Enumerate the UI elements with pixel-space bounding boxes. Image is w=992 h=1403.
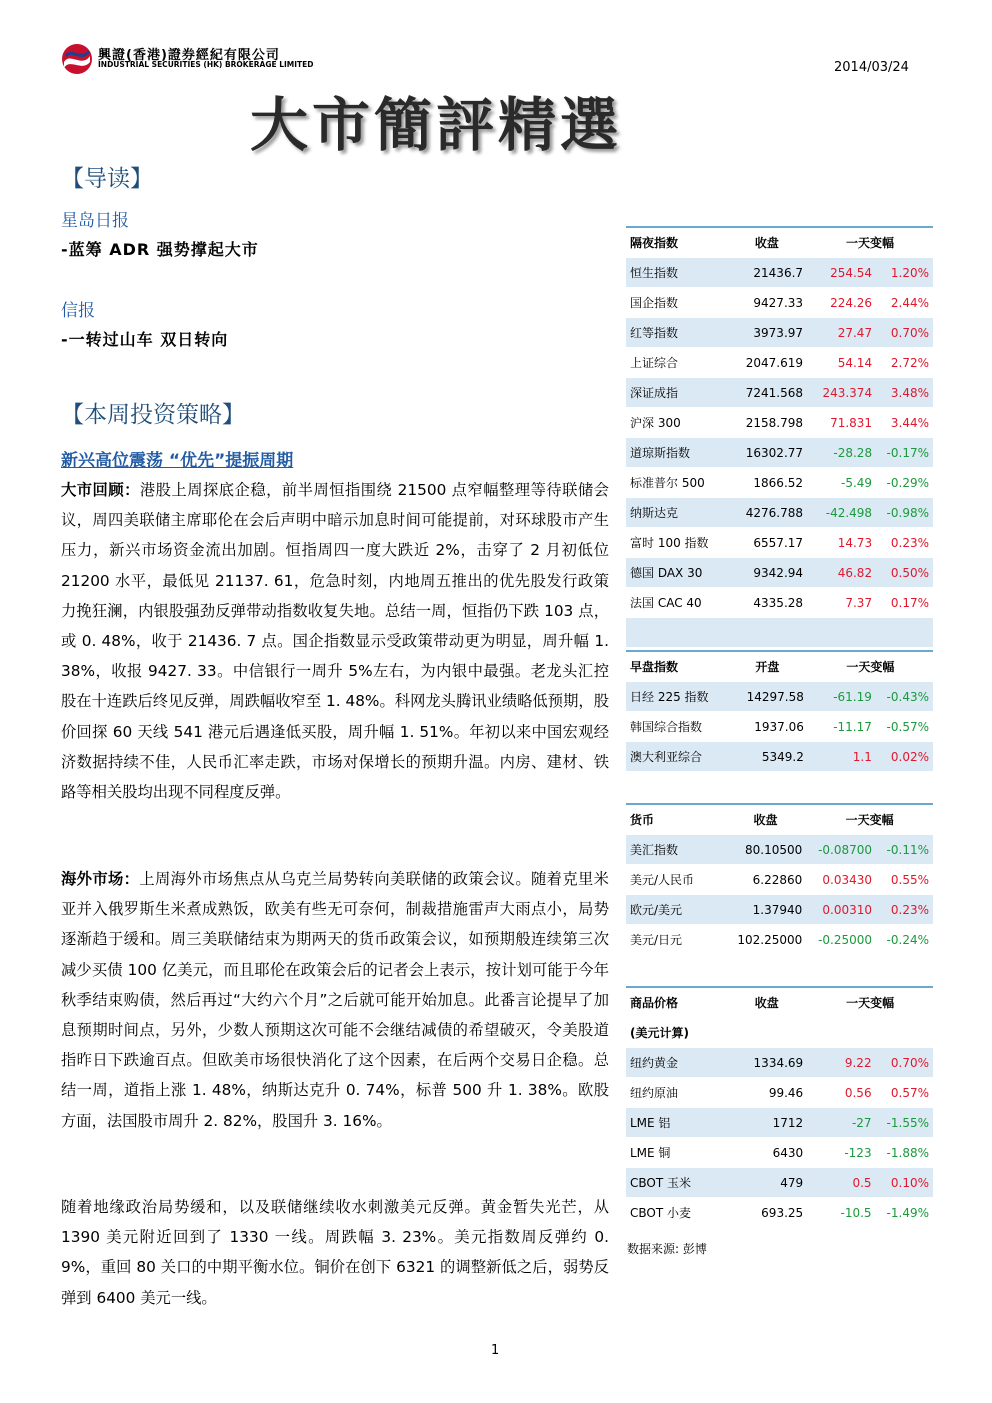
table-row xyxy=(626,558,933,588)
row-change-pct: 0.70% xyxy=(876,318,933,348)
company-logo xyxy=(60,42,94,76)
row-change: -10.5 xyxy=(840,1205,872,1220)
row-change-pct: 3.44% xyxy=(890,415,929,430)
row-change: 243.374 xyxy=(807,378,876,408)
page-title: 大市簡評精選 xyxy=(250,91,623,159)
row-change: 9.22 xyxy=(807,1048,875,1078)
row-close: 4276.788 xyxy=(727,498,807,528)
paragraph-commodities xyxy=(61,1192,609,1313)
row-change: 0.00310 xyxy=(806,895,876,925)
guide-headline-1: -蓝筹 ADR 强势撑起大市 xyxy=(61,240,259,259)
table-header-row xyxy=(626,804,933,835)
row-close: 9342.94 xyxy=(727,558,807,588)
row-change: -27 xyxy=(807,1108,875,1138)
table-subheader-row xyxy=(626,1018,933,1048)
table-row xyxy=(626,835,933,865)
table-row xyxy=(626,258,933,288)
paragraph-lead: 大市回顾： xyxy=(61,481,140,499)
table-row xyxy=(626,528,933,558)
row-name: 欧元/美元 xyxy=(626,895,725,925)
col-header-name: 早盘指数 xyxy=(630,660,679,674)
row-change-pct: -0.29% xyxy=(886,475,929,490)
row-name: 澳大利亚综合 xyxy=(626,742,727,772)
table-row xyxy=(626,348,933,378)
table-row xyxy=(626,1168,933,1198)
table-row xyxy=(626,895,933,925)
table-row xyxy=(626,1048,933,1078)
table-header-row xyxy=(626,987,933,1018)
row-change-pct: -1.49% xyxy=(886,1205,929,1220)
row-name: 红等指数 xyxy=(626,318,727,348)
report-date: 2014/03/24 xyxy=(834,60,909,75)
row-name: 法国 CAC 40 xyxy=(630,596,702,610)
row-close: 1712 xyxy=(726,1108,807,1138)
row-name: LME 铝 xyxy=(626,1108,726,1138)
row-change-pct: -1.88% xyxy=(886,1145,929,1160)
row-change: -5.49 xyxy=(841,475,873,490)
row-close: 2047.619 xyxy=(745,355,804,370)
row-name: 国企指数 xyxy=(630,296,679,310)
row-change-pct: 0.50% xyxy=(876,558,933,588)
row-name: 深证成指 xyxy=(626,378,727,408)
paragraph-market-review xyxy=(61,475,609,807)
row-name: 美元/日元 xyxy=(630,933,683,947)
morning-index-table xyxy=(626,650,933,772)
row-name: 恒生指数 xyxy=(626,258,727,288)
row-change: -0.25000 xyxy=(818,932,873,947)
row-close: 102.25000 xyxy=(737,932,803,947)
paragraph-text: 港股上周探底企稳，前半周恒指围绕 21500 点窄幅整理等待联储会议，周四美联储主席耶伦在会后声明中暗示加息时间可能提前，对环球股市产生压力，新兴市场资金流出加剧。恒指周四一度大跌近 2%，击穿了 2 月初低位 21200 水平，最低见 21137. 61，危急时刻，内地周五推出的优先股发行政策力挽狂澜，内银股强劲反弹带动指数收复失地。总结一周，恒指仍下跌 103 点，或 0. 48%，收于 21436. 7 点。国企指数显示受政策带动更为明显，周升幅 1. 38%，收报 9427. 33。中信银行一周升 5%左右，为内银中最强。老龙头汇控股在十连跌后终见反弹，周跌幅收窄至 1. 48%。科网龙头腾讯业绩略低预期，股价回探 60 天线 541 港元后遇逢低买股，周升幅 1. 51%。年初以来中国宏观经济数据持续不佳，人民币汇率走跌，市场对保增长的预期升温。内房、建材、铁路等相关股均出现不同程度反弹。 xyxy=(61,481,609,802)
paragraph-text: 上周海外市场焦点从乌克兰局势转向美联储的政策会议。随着克里米亚并入俄罗斯生米煮成熟饭，欧美有些无可奈何，制裁措施雷声大雨点小，局势逐渐趋于缓和。周三美联储结束为期两天的货币政策会议，如预期般连续第三次减少买债 100 亿美元，而且耶伦在政策会后的记者会上表示，按计划可能于今年秋季结束购债，然后再过“大约六个月”之后就可能开始加息。此番言论提早了加息预期时间点，另外，少数人预期这次可能不会继结减债的希望破灭，令美股道指昨日下跌逾百点。但欧美市场很快消化了这个因素，在后两个交易日企稳。总结一周，道指上涨 1. 48%，纳斯达克升 0. 74%，标普 500 升 1. 38%。欧股方面，法国股市周升 2. 82%，股国升 3. 16%。 xyxy=(61,870,609,1130)
row-change-pct: 1.20% xyxy=(876,258,933,288)
row-name: 纳斯达克 xyxy=(626,498,727,528)
row-close: 1.37940 xyxy=(725,895,807,925)
table-row xyxy=(626,468,933,498)
col-header-close: 收盘 xyxy=(754,996,779,1010)
row-name: 纽约黄金 xyxy=(626,1048,726,1078)
row-change-pct: 0.17% xyxy=(890,595,929,610)
row-name: 美元/人民币 xyxy=(630,873,695,887)
col-header-change: 一天变幅 xyxy=(846,996,895,1010)
table-row xyxy=(626,1108,933,1138)
company-name-cn: 興證(香港)證券經紀有限公司 xyxy=(98,48,280,63)
row-name: LME 铜 xyxy=(630,1146,671,1160)
table-row xyxy=(626,318,933,348)
table-spacer-row xyxy=(626,618,933,648)
row-close: 9427.33 xyxy=(753,295,804,310)
col-header-change: 一天变幅 xyxy=(846,236,895,250)
guide-source-2: 信报 xyxy=(61,301,95,321)
row-change-pct: 2.44% xyxy=(890,295,929,310)
table-row xyxy=(626,408,933,438)
row-close: 693.25 xyxy=(761,1205,804,1220)
row-change: 46.82 xyxy=(807,558,876,588)
row-change-pct: 0.10% xyxy=(876,1168,933,1198)
data-source-note: 数据来源: 彭博 xyxy=(627,1242,707,1256)
table-header-row xyxy=(626,651,933,682)
row-change: -123 xyxy=(844,1145,872,1160)
row-close: 1937.06 xyxy=(754,719,804,734)
row-change: 27.47 xyxy=(807,318,876,348)
row-close: 7241.568 xyxy=(727,378,807,408)
row-name: CBOT 小麦 xyxy=(630,1206,691,1220)
col-header-change: 一天变幅 xyxy=(846,660,895,674)
table-row xyxy=(626,378,933,408)
page-number: 1 xyxy=(491,1343,500,1358)
row-change-pct: 0.23% xyxy=(876,895,933,925)
row-name: 纽约原油 xyxy=(630,1086,679,1100)
row-close: 3973.97 xyxy=(727,318,807,348)
row-change-pct: 0.70% xyxy=(876,1048,933,1078)
row-change-pct: 0.55% xyxy=(890,872,929,887)
row-change: 0.56 xyxy=(844,1085,872,1100)
table-row xyxy=(626,712,933,742)
table-row xyxy=(626,742,933,772)
row-close: 1866.52 xyxy=(753,475,804,490)
col-header-name: 货币 xyxy=(630,813,655,827)
table-row xyxy=(626,288,933,318)
row-close: 21436.7 xyxy=(727,258,807,288)
table-row xyxy=(626,588,933,618)
row-change: 71.831 xyxy=(830,415,873,430)
row-change-pct: 2.72% xyxy=(890,355,929,370)
row-close: 5349.2 xyxy=(727,742,808,772)
company-name-en: INDUSTRIAL SECURITIES (HK) BROKERAGE LIMITED xyxy=(98,60,314,69)
row-change: 7.37 xyxy=(845,595,873,610)
row-change: 1.1 xyxy=(808,742,876,772)
row-close: 6430 xyxy=(772,1145,804,1160)
table-row xyxy=(626,865,933,895)
row-close: 2158.798 xyxy=(745,415,804,430)
row-name: 富时 100 指数 xyxy=(630,536,709,550)
row-close: 16302.77 xyxy=(727,438,807,468)
row-name: 韩国综合指数 xyxy=(630,720,703,734)
col-header-close: 收盘 xyxy=(754,236,779,250)
row-close: 4335.28 xyxy=(753,595,804,610)
row-change-pct: 0.23% xyxy=(890,535,929,550)
row-name: 日经 225 指数 xyxy=(626,682,727,712)
row-close: 479 xyxy=(726,1168,807,1198)
commodity-table xyxy=(626,986,933,1228)
overnight-index-table xyxy=(626,226,933,648)
col-subheader-unit: (美元计算) xyxy=(630,1026,689,1040)
table-row xyxy=(626,498,933,528)
row-change-pct: 0.02% xyxy=(876,742,933,772)
row-close: 14297.58 xyxy=(727,682,808,712)
paragraph-overseas xyxy=(61,864,609,1136)
table-row xyxy=(626,438,933,468)
col-header-close: 收盘 xyxy=(753,813,778,827)
table-header-row xyxy=(626,227,933,258)
row-change: -42.498 xyxy=(807,498,876,528)
row-close: 1334.69 xyxy=(726,1048,807,1078)
guide-source-1: 星岛日报 xyxy=(61,211,129,231)
row-change: -28.28 xyxy=(807,438,876,468)
row-name: 标准普尔 500 xyxy=(630,476,705,490)
table-row xyxy=(626,925,933,955)
col-header-name: 商品价格 xyxy=(630,996,679,1010)
row-name: 德国 DAX 30 xyxy=(626,558,727,588)
row-name: CBOT 玉米 xyxy=(626,1168,726,1198)
row-change: 0.5 xyxy=(807,1168,875,1198)
col-header-name: 隔夜指数 xyxy=(630,236,679,250)
row-change-pct: -0.24% xyxy=(886,932,929,947)
row-change: 224.26 xyxy=(830,295,873,310)
row-change-pct: -0.11% xyxy=(876,835,933,865)
row-change-pct: -1.55% xyxy=(876,1108,933,1138)
paragraph-text: 随着地缘政治局势缓和，以及联储继续收水刺激美元反弹。黄金暂失光芒，从 1390 美元附近回到了 1330 一线。周跌幅 3. 23%。美元指数周反弹约 0. 9%，重回 80 关口的中期平衡水位。铜价在创下 6321 的调整新低之后，弱势反弹到 6400 美元一线。 xyxy=(61,1198,609,1307)
row-change-pct: -0.57% xyxy=(886,719,929,734)
row-change: 254.54 xyxy=(807,258,876,288)
row-change: -11.17 xyxy=(833,719,872,734)
row-name: 道琼斯指数 xyxy=(626,438,727,468)
table-row xyxy=(626,682,933,712)
row-change-pct: -0.43% xyxy=(876,682,933,712)
row-change: 14.73 xyxy=(837,535,873,550)
table-row xyxy=(626,1198,933,1228)
currency-table xyxy=(626,803,933,955)
col-header-change: 一天变幅 xyxy=(845,813,894,827)
row-change-pct: 0.57% xyxy=(890,1085,929,1100)
section-title: 新兴高位震荡 “优先”提振周期 xyxy=(61,451,294,471)
row-close: 6.22860 xyxy=(752,872,803,887)
row-name: 美汇指数 xyxy=(626,835,725,865)
paragraph-lead: 海外市场： xyxy=(61,870,140,888)
row-close: 6557.17 xyxy=(753,535,804,550)
row-change-pct: 3.48% xyxy=(876,378,933,408)
table-row xyxy=(626,1078,933,1108)
row-name: 沪深 300 xyxy=(630,416,681,430)
strategy-heading: 【本周投资策略】 xyxy=(61,402,245,428)
col-header-open: 开盘 xyxy=(755,660,780,674)
guide-headline-2: -一转过山车 双日转向 xyxy=(61,330,229,349)
row-name: 上证综合 xyxy=(630,356,679,370)
row-close: 80.10500 xyxy=(725,835,807,865)
table-row xyxy=(626,1138,933,1168)
row-change-pct: -0.98% xyxy=(876,498,933,528)
row-change: -0.08700 xyxy=(806,835,876,865)
row-change: 0.03430 xyxy=(822,872,873,887)
guide-heading: 【导读】 xyxy=(61,166,153,192)
row-change-pct: -0.17% xyxy=(876,438,933,468)
row-change: 54.14 xyxy=(837,355,873,370)
row-change: -61.19 xyxy=(808,682,876,712)
row-close: 99.46 xyxy=(768,1085,804,1100)
